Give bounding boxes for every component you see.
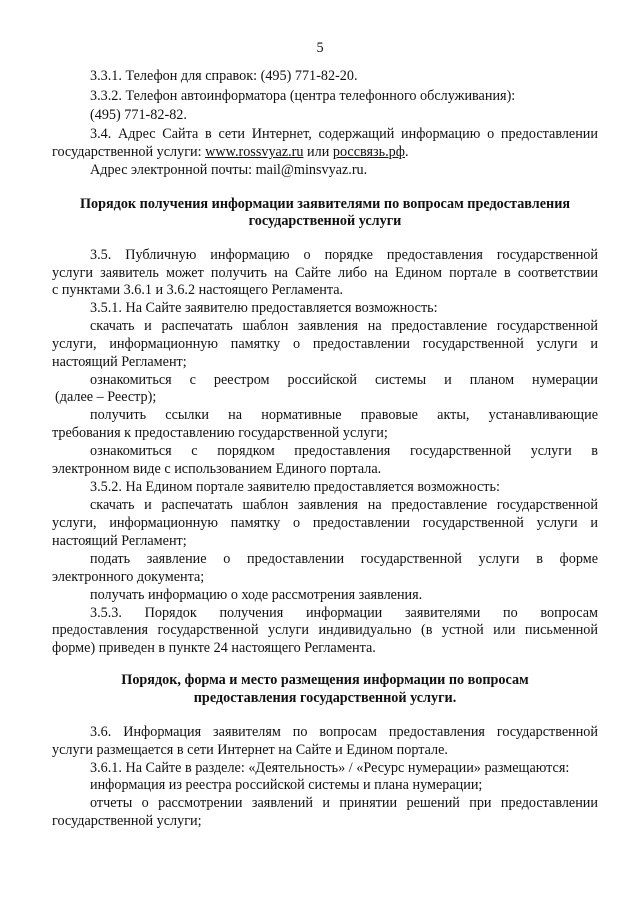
text-line: 3.5. Публичную информацию о порядке предоставления государственной xyxy=(90,247,598,263)
text-line: 3.6.1. На Сайте в разделе: «Деятельность» / «Ресурс нумерации» размещаются: xyxy=(90,760,570,776)
text-line: государственной услуги; xyxy=(52,813,202,829)
text-line: подать заявление о предоставлении государственной услуги в форме xyxy=(90,551,598,567)
text-line: (далее – Реестр); xyxy=(55,389,157,405)
text-line xyxy=(52,144,598,161)
text-line: информация из реестра российской системы и плана нумерации; xyxy=(90,777,483,793)
text-line: форме) приведен в пункте 24 настоящего Регламента. xyxy=(52,640,376,656)
text-line: с пунктами 3.6.1 и 3.6.2 настоящего Регламента. xyxy=(52,282,344,298)
text-line: 3.5.2. На Едином портале заявителю предоставляется возможность: xyxy=(90,479,500,495)
website-link[interactable]: www.rossvyaz.ru xyxy=(205,144,304,160)
section-heading: Порядок получения информации заявителями по вопросам предоставления xyxy=(79,196,571,212)
text-line: отчеты о рассмотрении заявлений и принятии решений при предоставлении xyxy=(90,795,598,811)
text-line: ознакомиться с порядком предоставления государственной услуги в xyxy=(90,443,598,459)
text-line: 3.4. Адрес Сайта в сети Интернет, содержащий информацию о предоставлении xyxy=(90,126,598,142)
page-number: 5 xyxy=(316,40,324,56)
text-line: настоящий Регламент; xyxy=(52,354,187,370)
text-line: настоящий Регламент; xyxy=(52,533,187,549)
text-run: государственной услуги: xyxy=(52,144,206,160)
text-line: 3.3.2. Телефон автоинформатора (центра телефонного обслуживания): xyxy=(90,88,516,104)
text-line: ознакомиться с реестром российской системы и планом нумерации xyxy=(90,372,598,388)
text-line: услуги, информационную памятку о предоставлении государственной услуги и xyxy=(52,515,598,531)
text-line: предоставления государственной услуги индивидуально (в устной или письменной xyxy=(52,622,598,638)
text-line: 3.3.1. Телефон для справок: (495) 771-82-20. xyxy=(90,68,358,84)
website-link-cyrillic[interactable]: россвязь.рф xyxy=(332,144,405,160)
text-line: (495) 771-82-82. xyxy=(90,107,187,123)
section-heading: государственной услуги xyxy=(248,213,402,229)
text-line: скачать и распечатать шаблон заявления на предоставление государственной xyxy=(90,497,598,513)
text-line: 3.6. Информация заявителям по вопросам предоставления государственной xyxy=(90,724,598,740)
text-run: . xyxy=(404,144,409,160)
text-line: электронного документа; xyxy=(52,569,205,585)
text-line: услуги размещается в сети Интернет на Сайте и Едином портале. xyxy=(52,742,448,758)
text-line: услуги заявитель может получить на Сайте либо на Едином портале в соответствии xyxy=(52,265,598,281)
text-line: Адрес электронной почты: mail@minsvyaz.ru. xyxy=(90,162,368,178)
section-heading: предоставления государственной услуги. xyxy=(193,690,457,706)
text-line: получить ссылки на нормативные правовые акты, устанавливающие xyxy=(90,407,598,423)
text-line: 3.5.1. На Сайте заявителю предоставляется возможность: xyxy=(90,300,438,316)
section-heading: Порядок, форма и место размещения информации по вопросам xyxy=(121,672,529,688)
text-line: получать информацию о ходе рассмотрения заявления. xyxy=(90,587,423,603)
text-line: услуги, информационную памятку о предоставлении государственной услуги и xyxy=(52,336,598,352)
text-line: 3.5.3. Порядок получения информации заявителями по вопросам xyxy=(90,605,598,621)
text-run: или xyxy=(303,144,333,160)
text-line: скачать и распечатать шаблон заявления на предоставление государственной xyxy=(90,318,598,334)
text-line: требования к предоставлению государственной услуги; xyxy=(52,425,388,441)
text-line: электронном виде с использованием Единого портала. xyxy=(52,461,382,477)
